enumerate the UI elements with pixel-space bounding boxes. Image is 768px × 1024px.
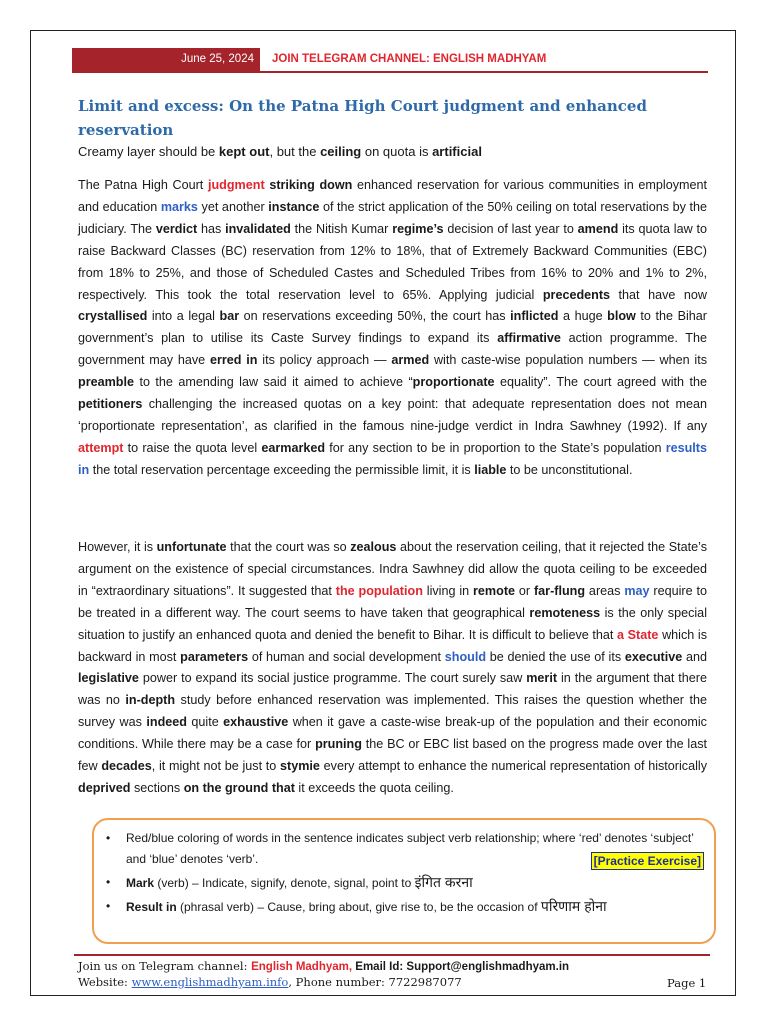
note-result-in: • Result in (phrasal verb) – Cause, bring about, give rise to, be the occasion of परिणाम होना (104, 896, 704, 918)
note-mark: • Mark (verb) – Indicate, signify, denote, signal, point to इंगित करना (104, 872, 704, 894)
practice-exercise-label: [Practice Exercise] (591, 852, 704, 870)
header-rule (260, 71, 708, 73)
paragraph-2: However, it is unfortunate that the court was so zealous about the reservation ceiling, that it rejected the State’s argument on the existence of special circumstances. Indra Sawhney did allow the quota ceiling to be exceeded in “extraordinary situations”. It suggested that the population living in remote or far-flung areas may require to be treated in a different way. The court seems to have taken that geographical remoteness is the only special situation to justify an enhanced quota and denied the benefit to Bihar. It is difficult to believe that a State which is backward in most parameters of human and social development should be denied the use of its executive and legislative power to expand its social justice programme. The court surely saw merit in the argument that there was no in-depth study before enhanced reservation was implemented. This raises the question whether the survey was indeed quite exhaustive when it gave a caste-wise break-up of the population and their economic conditions. While there may be a case for pruning the BC or EBC list based on the progress made over the last few decades, it might not be just to stymie every attempt to enhance the numerical representation of historically deprived sections on the ground that it exceeds the quota ceiling. (78, 540, 708, 795)
footer-rule (74, 954, 710, 956)
note-color-legend: • Red/blue coloring of words in the sentence indicates subject verb relationship; where ‘red’ denotes ‘subject’ and ‘blue’ denotes ‘verb’. [Practice Exercise] (104, 828, 704, 870)
paragraph-1: The Patna High Court judgment striking down enhanced reservation for various communities in employment and education marks yet another instance of the strict application of the 50% ceiling on total reservations by the judiciary. The verdict has invalidated the Nitish Kumar regime’s decision of last year to amend its quota law to raise Backward Classes (BC) reservation from 12% to 18%, that of Extremely Backward Communities (EBC) from 18% to 25%, and those of Scheduled Castes and Scheduled Tribes from 16% to 20% and 1% to 2%, respectively. This took the total reservation level to 65%. Applying judicial precedents that have now crystallised into a legal bar on reservations exceeding 50%, the court has inflicted a huge blow to the Bihar government’s plan to utilise its Caste Survey findings to expand its affirmative action programme. The government may have erred in its policy approach — armed with caste-wise population numbers — when its preamble to the amending law said it aimed to achieve “proportionate equality”. The court agreed with the petitioners challenging the increased quotas on a key point: that adequate representation does not mean ‘proportionate representation’, as clarified in the famous nine-judge verdict in Indra Sawhney (1992). If any attempt to raise the quota level earmarked for any section to be in proportion to the State’s population results in the total reservation percentage exceeding the permissible limit, it is liable to be unconstitutional. (78, 178, 708, 477)
article-subtitle: Creamy layer should be kept out, but the ceiling on quota is artificial (78, 144, 482, 159)
bullet-icon: • (106, 899, 111, 913)
notes-list (104, 828, 704, 920)
article-title: Limit and excess: On the Patna High Court judgment and enhanced reservation (78, 97, 647, 139)
page-number: Page 1 (667, 976, 707, 990)
bullet-icon: • (106, 831, 111, 845)
publish-date: June 25, 2024 (181, 53, 254, 65)
footer-contact: Join us on Telegram channel: English Madhyam, Email Id: Support@englishmadhyam.in (78, 959, 570, 973)
footer-website: Website: www.englishmadhyam.info, Phone number: 7722987077 (78, 975, 462, 989)
website-link[interactable]: www.englishmadhyam.info (131, 975, 289, 989)
bullet-icon: • (106, 875, 111, 889)
date-band (72, 48, 260, 73)
telegram-banner: JOIN TELEGRAM CHANNEL: ENGLISH MADHYAM (272, 53, 547, 65)
notes-box (92, 818, 716, 944)
